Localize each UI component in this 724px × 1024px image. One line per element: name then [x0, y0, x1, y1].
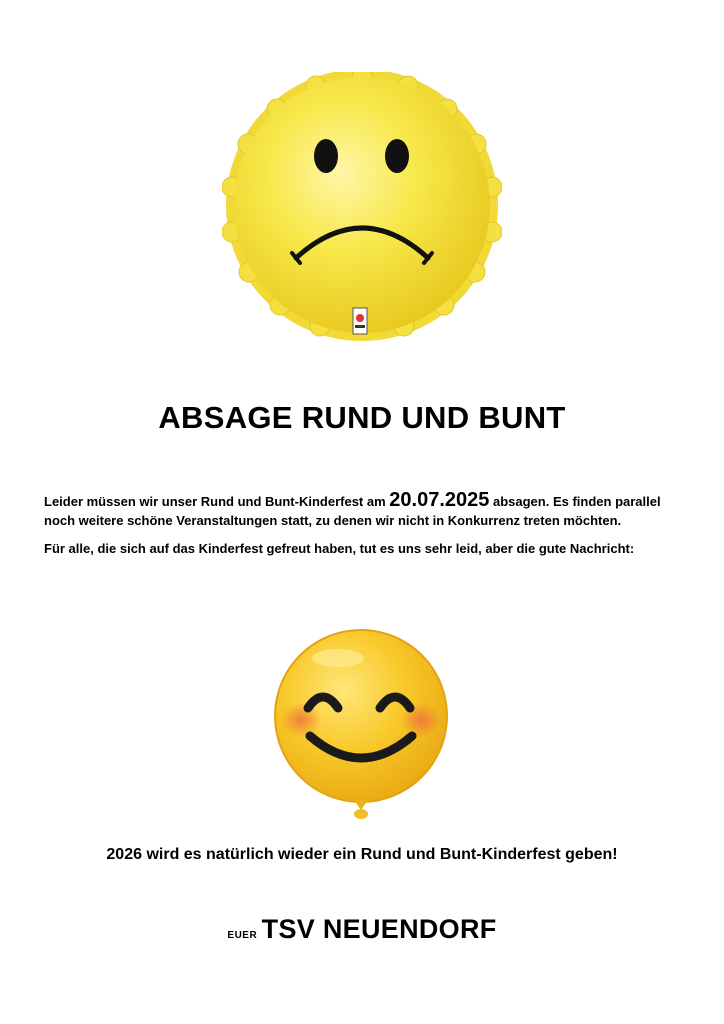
- message-text-start: Leider müssen wir unser Rund und Bunt-Kinderfest am: [44, 494, 390, 509]
- sad-face-balloon-image: [222, 72, 502, 342]
- message-paragraph-1: [44, 491, 684, 530]
- message-paragraph-2: Für alle, die sich auf das Kinderfest gefreut haben, tut es uns sehr leid, aber die gute Nachricht:: [44, 541, 635, 556]
- signature: [0, 914, 724, 945]
- closing-announcement: 2026 wird es natürlich wieder ein Rund und Bunt-Kinderfest geben!: [106, 846, 618, 863]
- message-body: [44, 491, 684, 567]
- signature-prefix: EUER: [227, 930, 258, 941]
- happy-face-balloon-image: [268, 628, 454, 822]
- club-name: TSV NEUENDORF: [261, 914, 497, 944]
- event-date: 20.07.2025: [389, 489, 490, 511]
- message-text-end: absagen. Es finden parallel noch weitere schöne Veranstaltungen statt, zu denen wir nicht in Konkurrenz treten möchten.: [44, 494, 661, 528]
- page-title: ABSAGE RUND UND BUNT: [158, 400, 566, 435]
